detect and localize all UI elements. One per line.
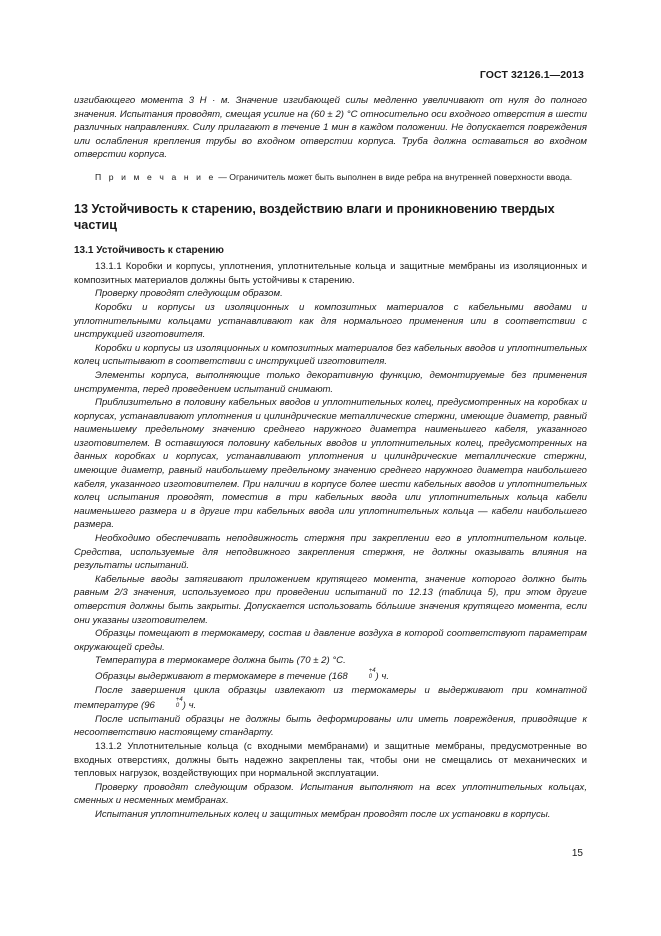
clause-13-1-2: 13.1.2 Уплотнительные кольца (с входными мембранами) и защитные мембраны, предусмотренные во входных отверстиях, должны быть надежно закреплены так, чтобы они не смещались от механических и тепловых нагрузок, воздействующих при нормальной эксплуатации.	[74, 740, 587, 780]
paragraph-after-installation: Испытания уплотнительных колец и защитных мембран проводят после их установки в корпусы.	[95, 808, 551, 820]
page-number: 15	[571, 848, 583, 859]
paragraph-without-entries: Коробки и корпусы из изоляционных и композитных материалов без кабельных вводов и уплотнительных колец испытывают в соответствии с инструкцией изготовителя.	[74, 342, 587, 368]
room-temp-text: После завершения цикла образцы извлекают из термокамеры и выдерживают при комнатной температуре (96	[74, 684, 587, 712]
paragraph-hold-time	[74, 668, 587, 684]
room-temp-unit: ) ч.	[182, 700, 197, 712]
tolerance-lower: 0	[368, 673, 373, 680]
continued-paragraph: изгибающего момента 3 Н · м. Значение изгибающей силы медленно увеличивают от нуля до полного значения. Испытания проводят, смещая усилие на (60 ± 2) °С относительно оси входного отверстия в шести различных направлениях. Силу прилагают в течение 1 мин в каждом положении. Не допускается повреждения или ослабления крепления трубы во входном отверстии корпуса. Труба должна оставаться во входном отверстии корпуса.	[74, 95, 587, 161]
paragraph-rods: Приблизительно в половину кабельных вводов и уплотнительных колец, предусмотренных на коробках и корпусах, устанавливают уплотнения и цилиндрические металлические стержни, имеющие диаметр, равный наименьшему предельному значению среднего наружного диаметра наименьшего кабеля, указанного изготовителем. В оставшуюся половину кабельных вводов и уплотнительных колец, предусмотренных на данных коробках и корпусах, устанавливают уплотнения и цилиндрические металлические стержни, имеющие диаметр, равный наибольшему предельному значению среднего наружного диаметра наибольшего кабеля, указанного изготовителем. При наличии в корпусе более шести кабельных вводов и уплотнительных колец испытания проводят, поместив в три кабельных ввода или уплотнительных кольца кабели наименьшего размера и в другие три кабельных ввода или уплотнительных кольца — кабели наибольшего размера.	[74, 397, 587, 531]
paragraph-test-all-rings: Проверку проводят следующим образом. Испытания выполняют на всех уплотнительных кольцах, сменных и несменных мембранах.	[74, 781, 587, 807]
hold-time-unit: ) ч.	[375, 670, 390, 682]
paragraph-with-entries: Коробки и корпусы из изоляционных и композитных материалов с кабельными вводами и уплотнительными кольцами устанавливают как для нормального применения или в соответствии с инструкцией изготовителя.	[74, 301, 587, 341]
note-label: П р и м е ч а н и е	[95, 171, 216, 182]
paragraph-temperature: Температура в термокамере должна быть (70 ± 2) °С.	[95, 655, 346, 667]
note	[74, 171, 587, 185]
clause-13-1-1: 13.1.1 Коробки и корпусы, уплотнения, уплотнительные кольца и защитные мембраны из изоляционных и композитных материалов должны быть устойчивы к старению.	[74, 261, 587, 286]
paragraph-room-temperature	[74, 684, 587, 713]
tolerance-lower: 0	[175, 703, 180, 710]
document-code: ГОСТ 32126.1—2013	[479, 69, 584, 81]
hold-time-text: Образцы выдерживают в термокамере в течение (168	[95, 670, 348, 682]
paragraph-torque: Кабельные вводы затягивают приложением крутящего момента, значение которого должно быть равным 2/3 значения, используемого при проведении испытаний по 12.13 (таблица 5), при этом другие отверстия должны быть закрыты. Допускается использовать бо́льшие значения крутящего момента, если они указаны изготовителем.	[74, 573, 587, 626]
page-content	[74, 94, 587, 822]
test-procedure-intro: Проверку проводят следующим образом.	[95, 288, 283, 300]
paragraph-fixing: Необходимо обеспечивать неподвижность стержня при закреплении его в уплотнительном кольце. Средства, используемые для неподвижного закрепления стержня, не должны оказывать влияния на результаты испытаний.	[74, 533, 587, 572]
paragraph-decorative-elements: Элементы корпуса, выполняющие только декоративную функцию, демонтируемые без применения инструмента, перед проведением испытаний снимают.	[74, 369, 587, 395]
subsection-heading-13-1: 13.1 Устойчивость к старению	[74, 244, 224, 256]
paragraph-result: После испытаний образцы не должны быть деформированы или иметь повреждения, приводящие к несоответствию настоящему стандарту.	[74, 713, 587, 739]
tolerance	[348, 668, 376, 680]
paragraph-thermal-chamber: Образцы помещают в термокамеру, состав и давление воздуха в которой соответствуют параметрам окружающей среды.	[74, 628, 587, 653]
tolerance-upper: +4	[175, 697, 183, 704]
section-heading-13: 13 Устойчивость к старению, воздействию влаги и проникновению твердых частиц	[74, 201, 555, 232]
note-text: — Ограничитель может быть выполнен в виде ребра на внутренней поверхности ввода.	[215, 171, 573, 182]
tolerance	[155, 697, 183, 709]
tolerance-upper: +4	[368, 667, 376, 674]
